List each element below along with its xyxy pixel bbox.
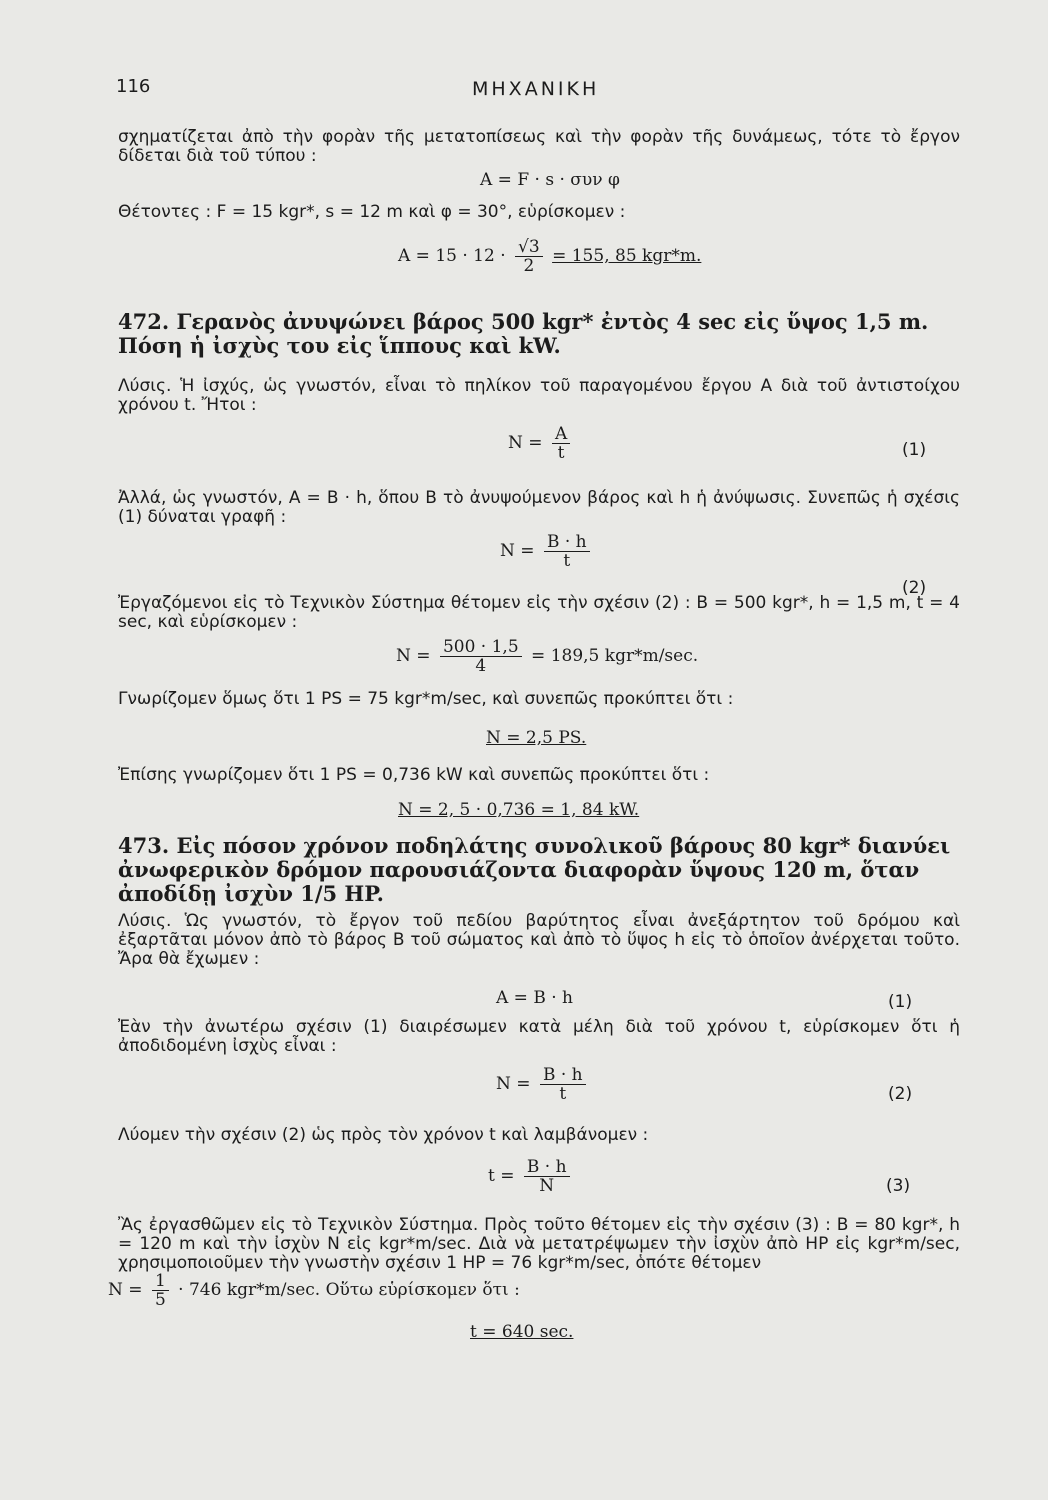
eq-rhs: · 746 kgr*m/sec. Οὕτω εὑρίσκομεν ὅτι : — [178, 1280, 520, 1300]
equation-number: (2) — [902, 578, 927, 598]
equation-473-3 — [488, 1158, 574, 1195]
equation-472-5: N = 2, 5 · 0,736 = 1, 84 kW. — [398, 800, 640, 820]
fraction — [540, 1066, 586, 1103]
solution-473-p1: Λύσις. Ὡς γνωστόν, τὸ ἔργον τοῦ πεδίου βαρύτητος εἶναι ἀνεξάρτητον τοῦ δρόμου καὶ ἐξαρτᾶται μόνον ἀπὸ τὸ βάρος B τοῦ σώματος καὶ ἀπὸ τὸ ὕψος h εἰς τὸ ὁποῖον ἀνέρχεται τοῦτο. Ἄρα θὰ ἔχωμεν : — [118, 911, 960, 969]
fraction-denominator: t — [563, 551, 571, 571]
eq-lhs: A = 15 · 12 · — [398, 246, 506, 266]
problem-number: 472. — [118, 309, 170, 334]
eq-rhs: = 189,5 kgr*m/sec. — [531, 646, 699, 666]
fraction-numerator: 1 — [152, 1272, 169, 1291]
solution-472-p5: Ἐπίσης γνωρίζομεν ὅτι 1 PS = 0,736 kW καὶ συνεπῶς προκύπτει ὅτι : — [118, 765, 710, 785]
eq-rhs: = 155, 85 kgr*m. — [552, 246, 702, 266]
fraction-numerator: B · h — [540, 1066, 586, 1085]
equation-473-5: t = 640 sec. — [470, 1322, 574, 1342]
problem-472 — [118, 310, 978, 358]
equation-number: (1) — [902, 440, 927, 460]
eq-lhs: N = — [108, 1280, 143, 1300]
equation-number: (3) — [886, 1176, 911, 1196]
solution-472-p2: Ἀλλά, ὡς γνωστόν, A = B · h, ὅπου B τὸ ἀνυψούμενον βάρος καὶ h ἡ ἀνύψωσις. Συνεπῶς ἡ σχέσις (1) δύναται γραφῆ : — [118, 488, 960, 527]
equation-number: (1) — [888, 992, 913, 1012]
problem-number: 473. — [118, 833, 170, 858]
fraction-numerator: B · h — [524, 1158, 570, 1177]
fraction-denominator: 4 — [475, 656, 487, 676]
problem-text: Εἰς πόσον χρόνον ποδηλάτης συνολικοῦ βάρους 80 kgr* διανύει ἀνωφερικὸν δρόμον παρουσιάζοντα διαφορὰν ὕψους 120 m, ὅταν ἀποδίδῃ ἰσχὺν 1/5 HP. — [118, 833, 951, 906]
fraction-numerator: √3 — [515, 238, 543, 257]
page-number: 116 — [116, 76, 151, 97]
fraction — [552, 425, 570, 462]
eq-lhs: N = — [496, 1074, 531, 1094]
fraction-numerator: A — [552, 425, 570, 444]
fraction — [440, 638, 522, 675]
fraction-numerator: B · h — [544, 533, 590, 552]
fraction-denominator: N — [539, 1176, 555, 1196]
equation-work: A = F · s · συν φ — [480, 170, 620, 190]
equation-472-4: N = 2,5 PS. — [486, 728, 587, 748]
equation-473-1: A = B · h — [496, 988, 573, 1008]
solution-473-p2: Ἐὰν τὴν ἀνωτέρω σχέσιν (1) διαιρέσωμεν κατὰ μέλη διὰ τοῦ χρόνου t, εὑρίσκομεν ὅτι ἡ ἀποδιδομένη ἰσχὺς εἶναι : — [118, 1017, 960, 1056]
fraction — [152, 1272, 169, 1309]
eq-lhs: t = — [488, 1166, 515, 1186]
fraction-denominator: 5 — [154, 1290, 166, 1310]
solution-472-p1: Λύσις. Ἡ ἰσχύς, ὡς γνωστόν, εἶναι τὸ πηλίκον τοῦ παραγομένου ἔργου A διὰ τοῦ ἀντιστοίχου χρόνου t. Ἤτοι : — [118, 376, 960, 415]
solution-473-p4: Ἂς ἐργασθῶμεν εἰς τὸ Τεχνικὸν Σύστημα. Πρὸς τοῦτο θέτομεν εἰς τὴν σχέσιν (3) : B = 80 kgr*, h = 120 m καὶ τὴν ἰσχὺν N εἰς kgr*m/sec. Διὰ νὰ μετατρέψωμεν τὴν ἰσχὺν ἀπὸ HP εἰς kgr*m/sec, χρησιμοποιοῦμεν τὴν γνωστὴν σχέσιν 1 HP = 76 kgr*m/sec, ὁπότε θέτομεν — [118, 1215, 960, 1273]
equation-472-3 — [396, 638, 698, 675]
problem-text: Γερανὸς ἀνυψώνει βάρος 500 kgr* ἐντὸς 4 sec εἰς ὕψος 1,5 m. Πόση ἡ ἰσχὺς του εἰς ἵππους καὶ kW. — [118, 309, 929, 358]
fraction — [524, 1158, 570, 1195]
intro-paragraph: σχηματίζεται ἀπὸ τὴν φορὰν τῆς μετατοπίσεως καὶ τὴν φορὰν τῆς δυνάμεως, τότε τὸ ἔργον δίδεται διὰ τοῦ τύπου : — [118, 127, 960, 166]
fraction — [544, 533, 590, 570]
setting-line: Θέτοντες : F = 15 kgr*, s = 12 m καὶ φ = 30°, εὑρίσκομεν : — [118, 202, 626, 222]
equation-473-4 — [108, 1272, 520, 1309]
eq-lhs: N = — [396, 646, 431, 666]
solution-473-p3: Λύομεν τὴν σχέσιν (2) ὡς πρὸς τὸν χρόνον t καὶ λαμβάνομεν : — [118, 1125, 649, 1145]
solution-472-p3: Ἐργαζόμενοι εἰς τὸ Τεχνικὸν Σύστημα θέτομεν εἰς τὴν σχέσιν (2) : B = 500 kgr*, h = 1,5 m, t = 4 sec, καὶ εὑρίσκομεν : — [118, 593, 960, 632]
equation-work-result — [398, 238, 701, 275]
eq-lhs: N = — [500, 541, 535, 561]
problem-473 — [118, 834, 978, 906]
equation-472-2 — [500, 533, 594, 570]
running-title: ΜΗΧΑΝΙΚΗ — [472, 78, 600, 100]
equation-472-1 — [508, 425, 574, 462]
solution-472-p4: Γνωρίζομεν ὅμως ὅτι 1 PS = 75 kgr*m/sec, καὶ συνεπῶς προκύπτει ὅτι : — [118, 689, 734, 709]
eq-lhs: N = — [508, 433, 543, 453]
fraction-denominator: 2 — [523, 256, 535, 276]
fraction-denominator: t — [557, 443, 565, 463]
fraction-numerator: 500 · 1,5 — [440, 638, 522, 657]
equation-number: (2) — [888, 1084, 913, 1104]
equation-473-2 — [496, 1066, 590, 1103]
fraction — [515, 238, 543, 275]
fraction-denominator: t — [559, 1084, 567, 1104]
